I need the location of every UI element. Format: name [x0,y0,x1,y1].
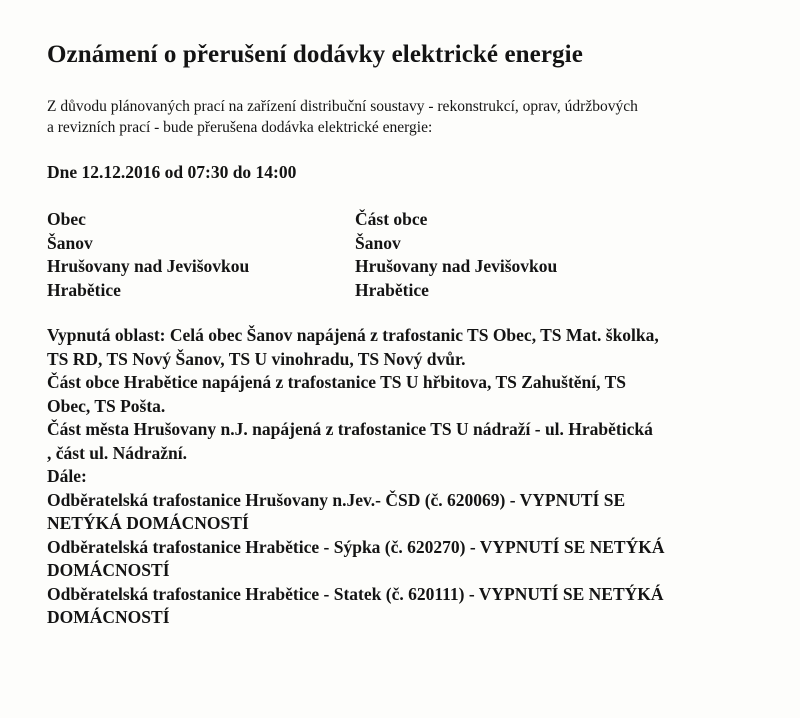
municipality-header: Obec [47,209,86,229]
detail-line: Část obce Hrabětice napájená z trafostanice TS U hřbitova, TS Zahuštění, TS [47,372,626,392]
municipality-cell: Hrabětice [47,279,121,300]
detail-line: DOMÁCNOSTÍ [47,607,170,627]
district-cell: Hrušovany nad Jevišovkou [355,256,558,276]
district-header: Část obce [355,209,428,229]
outage-date: Dne 12.12.2016 od 07:30 do 14:00 [47,162,297,182]
municipality-cell: Hrušovany nad Jevišovkou [47,256,250,276]
detail-line: TS RD, TS Nový Šanov, TS U vinohradu, TS Nový dvůr. [47,348,466,369]
intro-line: Z důvodu plánovaných prací na zařízení distribuční soustavy - rekonstrukcí, oprav, údržbových [47,98,638,115]
detail-line: Odběratelská trafostanice Hrušovany n.Jev.- ČSD (č. 620069) - VYPNUTÍ SE [47,489,626,510]
outage-area-details [47,324,787,630]
detail-line: , část ul. Nádražní. [47,442,187,463]
places-row [47,255,667,279]
detail-line: NETÝKÁ DOMÁCNOSTÍ [47,513,249,533]
affected-places-table [47,208,667,302]
page-title: Oznámení o přerušení dodávky elektrické energie [47,41,583,68]
district-cell: Hrabětice [355,279,429,300]
district-cell: Šanov [355,232,401,253]
intro-paragraph [47,96,767,138]
detail-line: Obec, TS Pošta. [47,395,166,416]
detail-line: Odběratelská trafostanice Hrabětice - Statek (č. 620111) - VYPNUTÍ SE NETÝKÁ [47,583,664,604]
detail-line: Vypnutá oblast: Celá obec Šanov napájená z trafostanic TS Obec, TS Mat. školka, [47,325,659,345]
detail-line: DOMÁCNOSTÍ [47,560,170,580]
municipality-cell: Šanov [47,232,93,253]
detail-line: Odběratelská trafostanice Hrabětice - Sýpka (č. 620270) - VYPNUTÍ SE NETÝKÁ [47,536,665,557]
places-row [47,232,667,256]
detail-line: Část města Hrušovany n.J. napájená z trafostanice TS U nádraží - ul. Hrabětická [47,419,653,439]
places-header-row [47,208,667,232]
intro-line: a revizních prací - bude přerušena dodávka elektrické energie: [47,119,433,136]
detail-line: Dále: [47,466,87,486]
places-row [47,279,667,303]
